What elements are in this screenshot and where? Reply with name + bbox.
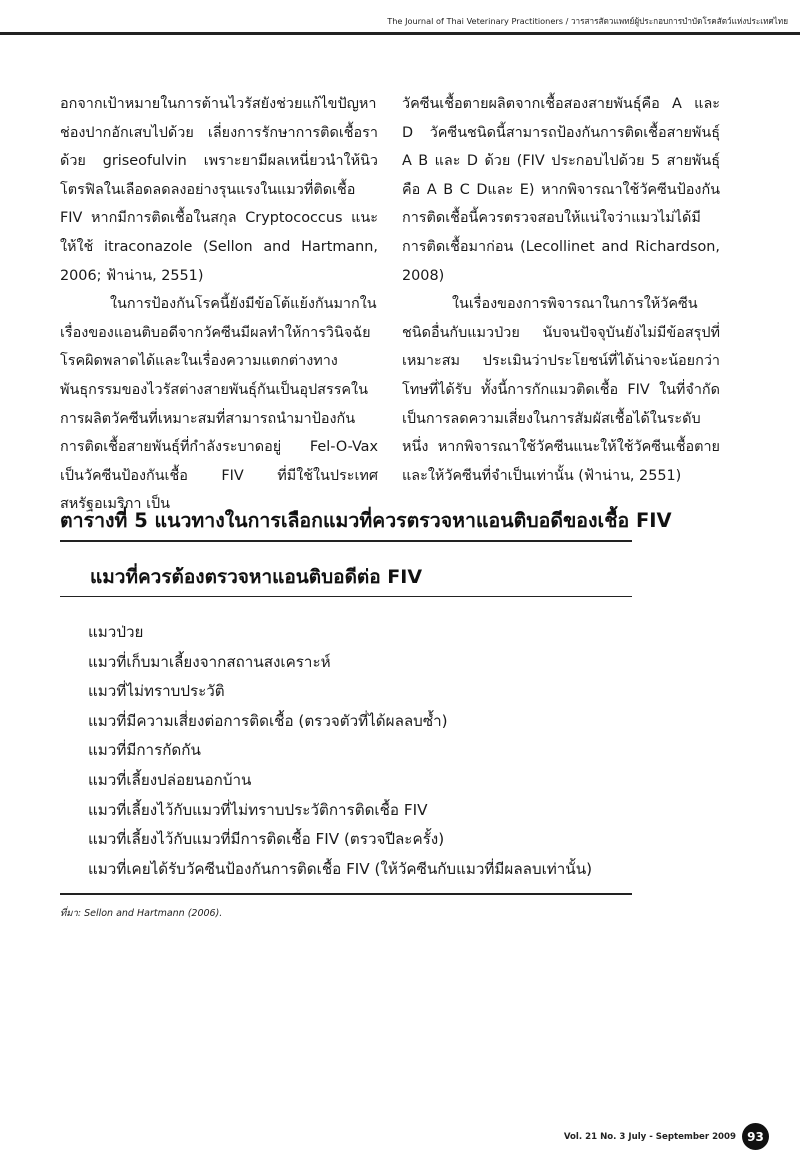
page-number: 93 xyxy=(742,1123,769,1150)
list-item: แมวที่ไม่ทราบประวัติ xyxy=(88,682,225,701)
list-item: แมวที่เลี้ยงไว้กับแมวที่ไม่ทราบประวัติการติดเชื้อ FIV xyxy=(88,800,428,819)
table-header: แมวที่ควรต้องตรวจหาแอนติบอดีต่อ FIV xyxy=(90,566,423,588)
header-rule xyxy=(0,32,800,35)
list-item: แมวที่มีการกัดกัน xyxy=(88,741,201,760)
left-column xyxy=(60,90,378,519)
table-bottom-rule xyxy=(60,893,632,895)
left-paragraph-2: ในการป้องกันโรคนี้ยังมีข้อโต้แย้งกันมากในเรื่องของแอนติบอดีจากวัคซีนมีผลทำให้การวินิจฉัยโรคผิดพลาดได้และในเรื่องความแตกต่างทางพันธุกรรมของไวรัสต่างสายพันธุ์กันเป็นอุปสรรคในการผลิตวัคซีนที่เหมาะสมที่สามารถนำมาป้องกันการติดเชื้อสายพันธุ์ที่กำลังระบาดอยู่ Fel-O-Vax เป็นวัคซีนป้องกันเชื้อ FIV ที่มีใช้ในประเทศสหรัฐอเมริกา เป็น xyxy=(60,296,378,513)
right-column xyxy=(402,90,720,490)
list-item: แมวที่เคยได้รับวัคซีนป้องกันการติดเชื้อ FIV (ให้วัคซีนกับแมวที่มีผลลบเท่านั้น) xyxy=(88,859,592,878)
right-paragraph-1: วัคซีนเชื้อตายผลิตจากเชื้อสองสายพันธุ์คือ A และ D วัคซีนชนิดนี้สามารถป้องกันการติดเชื้อสายพันธุ์ A B และ D ด้วย (FIV ประกอบไปด้วย 5 สายพันธุ์คือ A B C Dและ E) หากพิจารณาใช้วัคซีนป้องกันการติดเชื้อนี้ควรตรวจสอบให้แน่ใจว่าแมวไม่ได้มีการติดเชื้อมาก่อน (Lecollinet and Richardson, 2008) xyxy=(402,96,720,284)
list-item: แมวที่เลี้ยงไว้กับแมวที่มีการติดเชื้อ FIV (ตรวจปีละครั้ง) xyxy=(88,830,445,849)
table-source: ที่มา: Sellon and Hartmann (2006). xyxy=(60,908,223,919)
right-paragraph-2: ในเรื่องของการพิจารณาในการให้วัคซีนชนิดอื่นกับแมวป่วย นับจนปัจจุบันยังไม่มีข้อสรุปที่เหมาะสม ประเมินว่าประโยชน์ที่ได้น่าจะน้อยกว่าโทษที่ได้รับ ทั้งนี้การกักแมวติดเชื้อ FIV ในที่จำกัดเป็นการลดความเสี่ยงในการสัมผัสเชื้อได้ในระดับหนึ่ง หากพิจารณาใช้วัคซีนแนะให้ใช้วัคซีนเชื้อตายและให้วัคซีนที่จำเป็นเท่านั้น (ฟ้าน่าน, 2551) xyxy=(402,296,720,484)
list-item: แมวป่วย xyxy=(88,623,144,641)
list-item: แมวที่มีความเสี่ยงต่อการติดเชื้อ (ตรวจตัวที่ได้ผลลบซ้ำ) xyxy=(88,711,448,730)
list-item: แมวที่เก็บมาเลี้ยงจากสถานสงเคราะห์ xyxy=(88,652,331,671)
table-list xyxy=(88,618,592,884)
page-header xyxy=(0,0,800,34)
list-item: แมวที่เลี้ยงปล่อยนอกบ้าน xyxy=(88,770,252,789)
table-title: ตารางที่ 5 แนวทางในการเลือกแมวที่ควรตรวจหาแอนติบอดีของเชื้อ FIV xyxy=(60,509,672,532)
issue-info: Vol. 21 No. 3 July - September 2009 xyxy=(563,1132,736,1142)
table-top-rule xyxy=(60,540,632,542)
left-paragraph-1: อกจากเป้าหมายในการต้านไวรัสยังช่วยแก้ไขปัญหาช่องปากอักเสบไปด้วย เลี่ยงการรักษาการติดเชื้อราด้วย griseofulvin เพราะยามีผลเหนี่ยวนำให้นิวโตรฟิลในเลือดลดลงอย่างรุนแรงในแมวที่ติดเชื้อ FIV หากมีการติดเชื้อในสกุล Cryptococcus แนะให้ใช้ itraconazole (Sellon and Hartmann, 2006; ฟ้าน่าน, 2551) xyxy=(60,96,378,284)
journal-header: The Journal of Thai Veterinary Practitioners / วารสารสัตวแพทย์ผู้ประกอบการบำบัดโรคสัตว์แห่งประเทศไทย xyxy=(387,16,788,26)
table-header-rule xyxy=(60,596,632,597)
